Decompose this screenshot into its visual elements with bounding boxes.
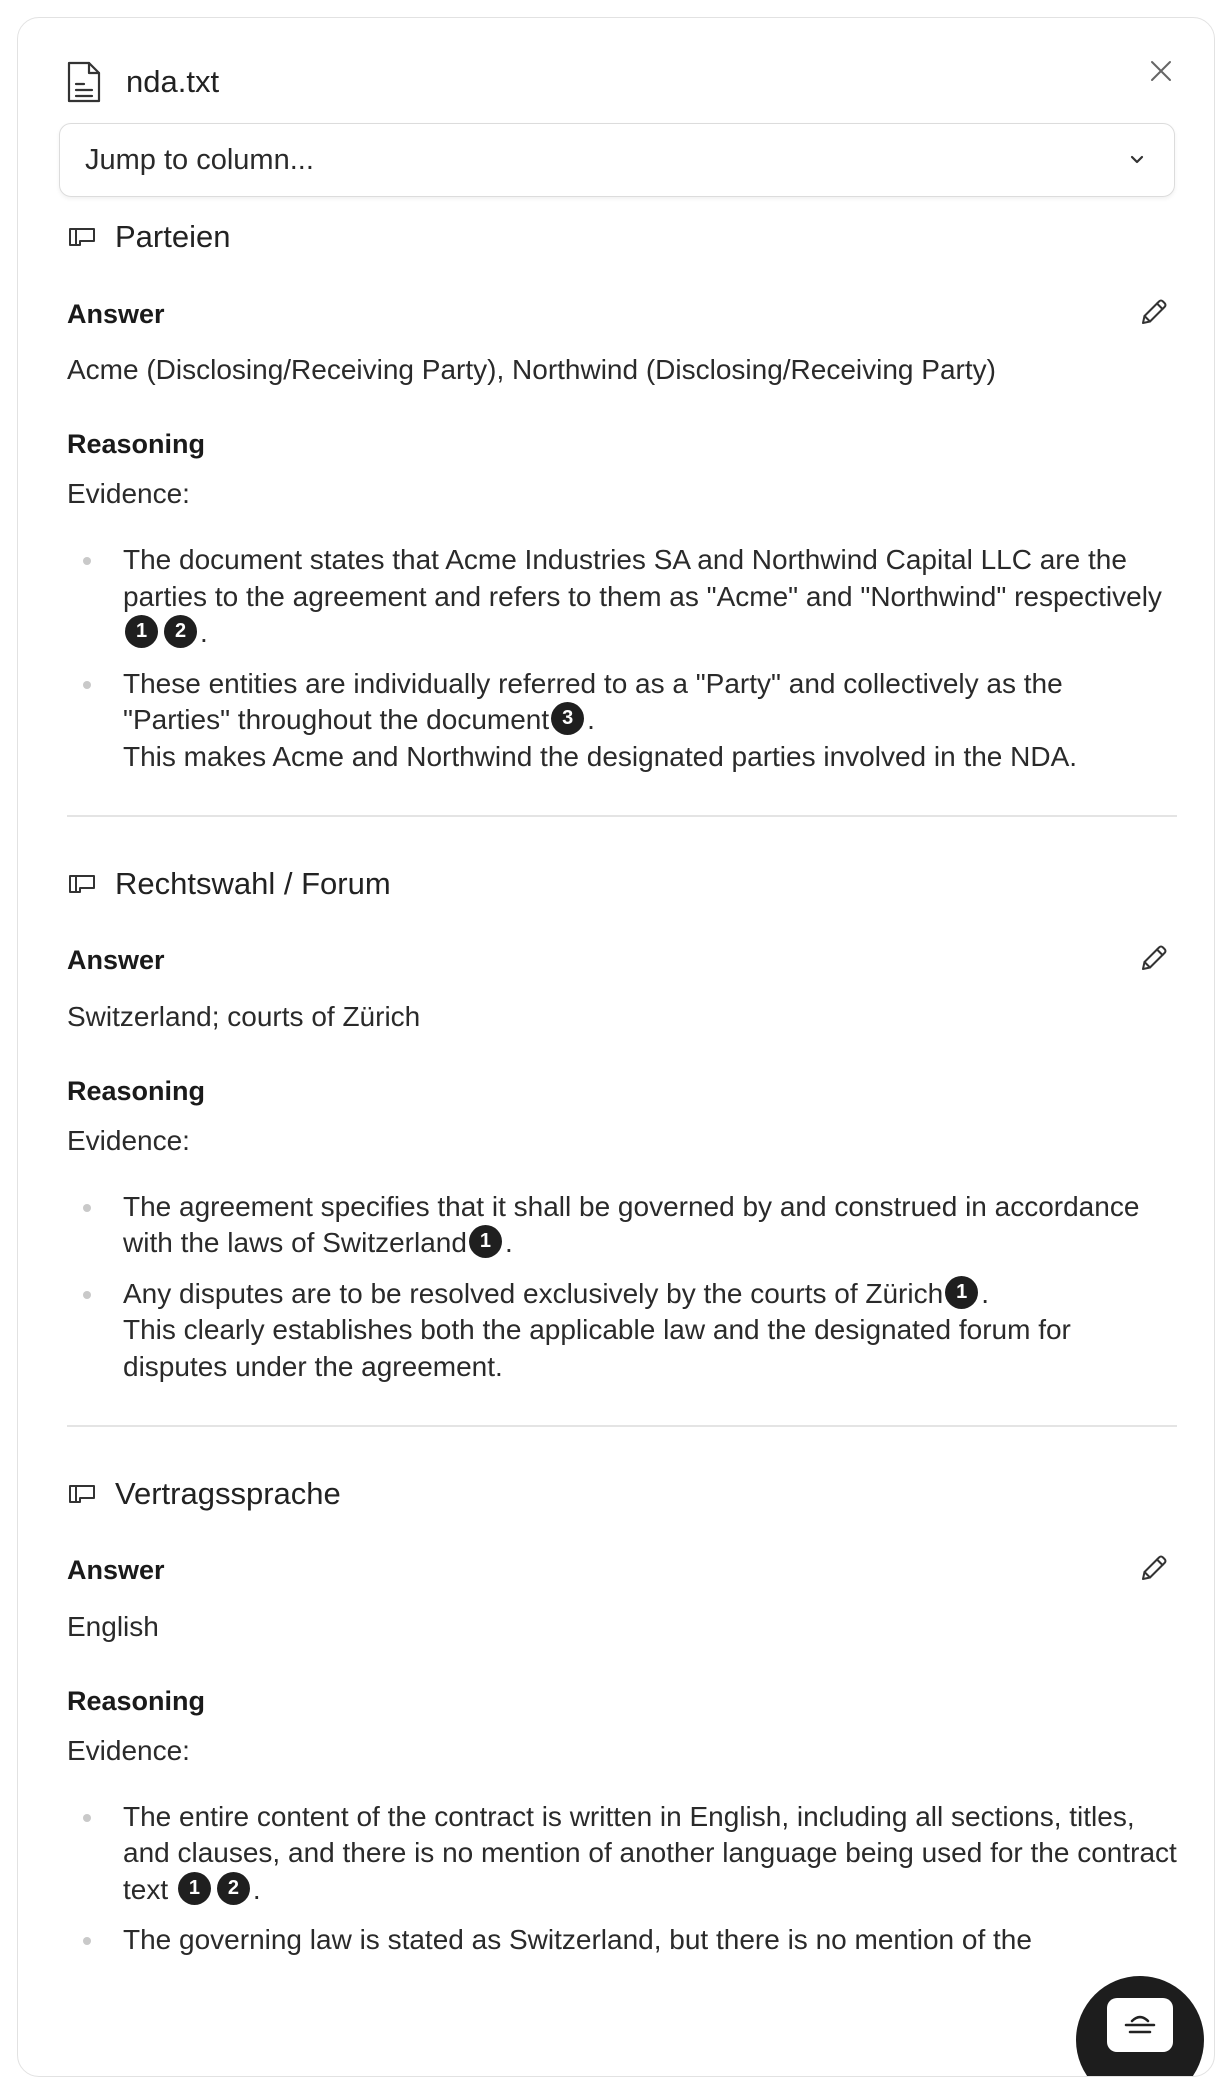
evidence-list	[67, 542, 1177, 775]
pencil-icon	[1139, 1553, 1169, 1588]
evidence-punctuation: .	[200, 617, 208, 648]
citation-badge[interactable]: 1	[178, 1872, 211, 1905]
column-icon	[67, 225, 97, 249]
evidence-conclusion: This makes Acme and Northwind the designated parties involved in the NDA.	[123, 740, 1078, 772]
answer-label: Answer	[67, 298, 165, 329]
document-panel	[17, 17, 1215, 2077]
column-icon	[67, 1482, 97, 1506]
answer-header	[67, 936, 1177, 986]
evidence-list	[67, 1189, 1177, 1386]
answer-label: Answer	[67, 1555, 165, 1585]
edit-answer-button[interactable]	[1133, 940, 1175, 982]
file-text-icon	[64, 60, 104, 104]
evidence-text: These entities are individually referred to as a "Party" and collectively as the "Parties" throughout the document	[123, 667, 1063, 735]
evidence-text: The agreement specifies that it shall be governed by and construed in accordance with the laws of Switzerland	[123, 1190, 1140, 1258]
file-header	[64, 60, 219, 104]
section-divider	[67, 815, 1177, 817]
column-icon	[67, 872, 97, 896]
edit-answer-button[interactable]	[1133, 1550, 1175, 1592]
edit-answer-button[interactable]	[1133, 293, 1175, 335]
close-icon	[1149, 59, 1173, 83]
evidence-punctuation: .	[587, 704, 595, 735]
chat-button[interactable]	[1076, 1976, 1204, 2077]
answer-header	[67, 1546, 1177, 1596]
section-title-row	[67, 855, 1177, 913]
evidence-item	[67, 666, 1177, 776]
evidence-punctuation: .	[504, 1227, 513, 1258]
evidence-item	[67, 1799, 1177, 1909]
citation-badge[interactable]: 2	[217, 1872, 250, 1905]
citation-badge[interactable]: 2	[164, 615, 197, 648]
evidence-text: The governing law is stated as Switzerland, but there is no mention of the	[123, 1924, 1032, 1955]
section-title: Parteien	[115, 219, 231, 254]
evidence-label: Evidence:	[67, 478, 190, 509]
evidence-item	[67, 1189, 1177, 1262]
evidence-text: The entire content of the contract is written in English, including all sections, titles, and clauses, and there is no mention of another language being used for the contract text	[123, 1800, 1177, 1905]
evidence-text: Any disputes are to be resolved exclusively by the courts of Zürich	[123, 1277, 944, 1309]
section-title: Rechtswahl / Forum	[115, 865, 391, 901]
evidence-item	[67, 542, 1177, 652]
citation-badge[interactable]: 1	[125, 615, 158, 648]
evidence-punctuation: .	[252, 1873, 261, 1905]
column-section	[67, 208, 1177, 775]
citation-badge[interactable]: 3	[551, 702, 584, 735]
pencil-icon	[1139, 297, 1169, 332]
reasoning-label: Reasoning	[67, 429, 206, 459]
sections-list	[67, 208, 1177, 1973]
column-section	[67, 1465, 1177, 1959]
evidence-label: Evidence:	[67, 1734, 190, 1766]
chevron-down-icon	[1128, 154, 1146, 166]
evidence-punctuation: .	[981, 1277, 989, 1309]
close-button[interactable]	[1142, 52, 1180, 90]
evidence-item	[67, 1276, 1177, 1386]
answer-text: English	[67, 1610, 159, 1642]
jump-to-column-select[interactable]	[59, 123, 1175, 197]
answer-text: Acme (Disclosing/Receiving Party), Northwind (Disclosing/Receiving Party)	[67, 354, 996, 385]
evidence-conclusion: This clearly establishes both the applicable law and the designated forum for disputes under the agreement.	[123, 1314, 1071, 1382]
pencil-icon	[1139, 943, 1169, 978]
reasoning-label: Reasoning	[67, 1075, 206, 1106]
section-title: Vertragssprache	[115, 1475, 341, 1511]
evidence-label: Evidence:	[67, 1124, 190, 1156]
citation-badge[interactable]: 1	[945, 1276, 978, 1309]
evidence-text: The document states that Acme Industries SA and Northwind Capital LLC are the parties to the agreement and refers to them as "Acme" and "Northwind" respectively	[123, 544, 1162, 612]
answer-label: Answer	[67, 945, 165, 975]
section-title-row	[67, 208, 1177, 266]
jump-to-column-label: Jump to column...	[85, 143, 314, 176]
chat-icon	[1122, 2012, 1158, 2038]
section-divider	[67, 1425, 1177, 1427]
evidence-item	[67, 1922, 1177, 1959]
evidence-list	[67, 1799, 1177, 1959]
citation-badge[interactable]: 1	[469, 1225, 502, 1258]
reasoning-label: Reasoning	[67, 1685, 206, 1716]
file-name: nda.txt	[126, 64, 220, 99]
column-section	[67, 855, 1177, 1386]
section-title-row	[67, 1465, 1177, 1523]
answer-text: Switzerland; courts of Zürich	[67, 1000, 421, 1032]
answer-header	[67, 289, 1177, 339]
